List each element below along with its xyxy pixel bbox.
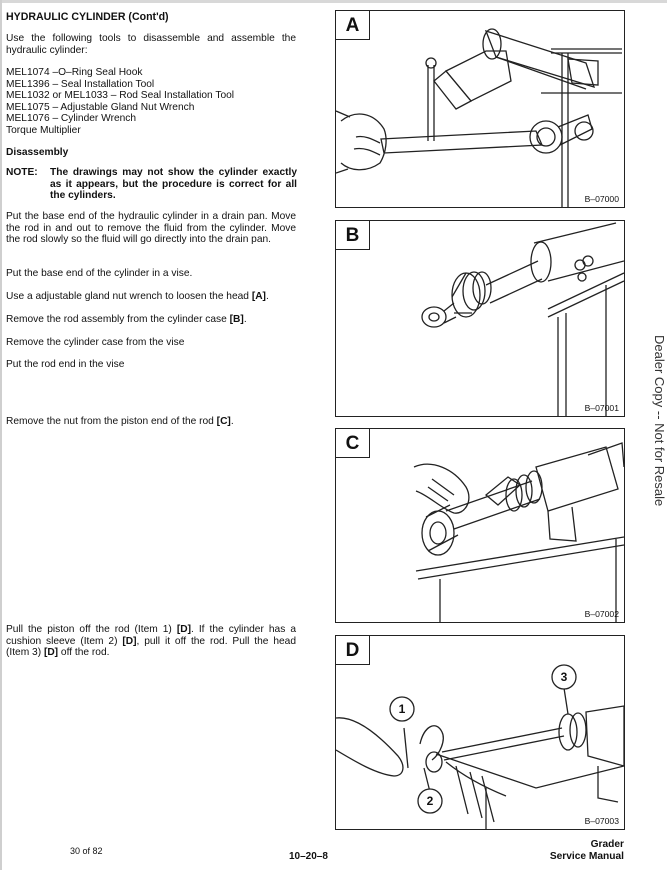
tool-item: MEL1396 – Seal Installation Tool [6, 78, 155, 90]
figure-letter: C [336, 429, 370, 458]
callout-3: 3 [560, 670, 568, 684]
figure-d [335, 635, 625, 830]
figure-c [335, 428, 625, 623]
page-counter: 30 of 82 [70, 846, 103, 856]
tool-list [6, 67, 234, 137]
step-drain-fluid: Put the base end of the hydraulic cylinder in a drain pan. Move the rod in and out to remove the fluid from the cylinder. Move the rod slowly so the fluid will go directly into the drain pan. [6, 211, 296, 246]
step-remove-rod: Remove the rod assembly from the cylinder case [B]. [6, 314, 247, 325]
figure-ref: [D] [43, 647, 59, 659]
page-border-left [0, 0, 2, 870]
page-border-top [0, 0, 667, 3]
tool-item: MEL1074 –O–Ring Seal Hook [6, 67, 143, 78]
note-text: The drawings may not show the cylinder exactly as it appears, but the procedure is correct for all the cylinders. [50, 167, 297, 202]
intro-paragraph: Use the following tools to disassemble and assemble the hydraulic cylinder: [6, 33, 296, 56]
figure-letter: D [336, 636, 370, 665]
step-remove-case: Remove the cylinder case from the vise [6, 337, 185, 348]
figure-ref: [A] [251, 291, 266, 302]
note-label: NOTE: [6, 167, 38, 178]
figure-d-drawing [336, 636, 624, 829]
step-base-in-vise: Put the base end of the cylinder in a vise. [6, 268, 193, 279]
figure-a-drawing [336, 11, 624, 207]
step-loosen-head: Use a adjustable gland nut wrench to loosen the head [A]. [6, 291, 269, 302]
step-rod-in-vise: Put the rod end in the vise [6, 359, 125, 370]
figure-ref: [D] [176, 624, 191, 635]
manual-title [550, 839, 624, 862]
tool-item: MEL1076 – Cylinder Wrench [6, 113, 137, 125]
callout-2: 2 [426, 794, 434, 808]
manual-name: Service Manual [549, 850, 624, 862]
figure-b-drawing [336, 221, 624, 416]
figure-code: B–07002 [584, 609, 619, 619]
figure-a [335, 10, 625, 208]
figure-code: B–07001 [584, 403, 619, 413]
figure-ref: [B] [229, 314, 244, 325]
section-code: 10–20–8 [289, 851, 328, 862]
step-text: Remove the nut from the piston end of the rod [6, 416, 217, 427]
tool-item: Torque Multiplier [6, 124, 81, 136]
section-heading-disassembly: Disassembly [6, 147, 69, 158]
tool-item: MEL1075 – Adjustable Gland Nut Wrench [6, 101, 195, 113]
watermark: Dealer Copy -- Not for Resale [652, 335, 667, 507]
figure-code: B–07000 [584, 194, 619, 204]
page-title: HYDRAULIC CYLINDER (Cont'd) [6, 11, 169, 23]
tool-item: MEL1032 or MEL1033 – Rod Seal Installation Tool [6, 90, 235, 102]
figure-b [335, 220, 625, 417]
figure-ref: [D] [122, 635, 137, 647]
figure-code: B–07003 [584, 816, 619, 826]
product-name: Grader [590, 839, 624, 850]
figure-letter: A [336, 11, 370, 40]
step-text: Remove the rod assembly from the cylinder case [6, 314, 230, 325]
figure-ref: [C] [216, 416, 231, 427]
step-pull-piston: Pull the piston off the rod (Item 1) [D]. If the cylinder has a cushion sleeve (Item 2) [D], pull it off the rod. Pull the head (Item 3) [D] off the rod. [6, 624, 296, 659]
figure-c-drawing [336, 429, 624, 622]
note-block [6, 167, 297, 202]
callout-1: 1 [398, 702, 406, 716]
step-remove-nut: Remove the nut from the piston end of the rod [C]. [6, 416, 234, 427]
figure-letter: B [336, 221, 370, 250]
step-text: Use a adjustable gland nut wrench to loosen the head [6, 291, 252, 302]
